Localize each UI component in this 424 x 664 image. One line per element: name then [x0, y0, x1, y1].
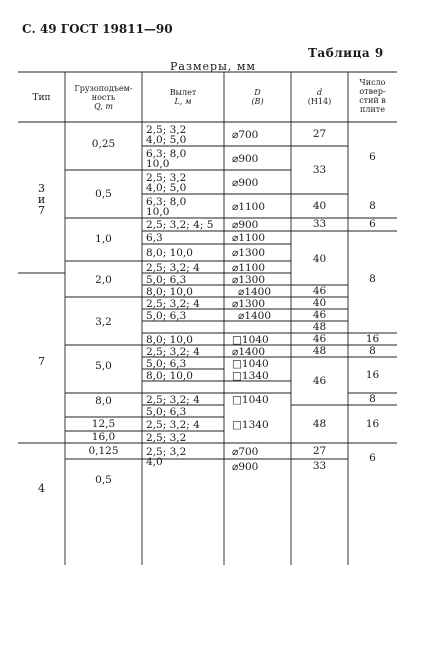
col-reach: Вылет L, м — [169, 88, 197, 106]
d-cell: 48 — [312, 321, 327, 333]
col-type: Тип — [32, 93, 51, 103]
col-d: d (H14) — [307, 88, 332, 106]
reach-cell: 2,5; 3,2; 4 — [146, 394, 200, 406]
d-cell: 40 — [312, 200, 327, 212]
D-cell: ⌀1100 — [232, 232, 266, 244]
holes-cell: 6 — [369, 452, 376, 464]
load-cell: 3,2 — [95, 316, 112, 328]
type-7: 7 — [38, 355, 45, 368]
holes-cell: 8 — [369, 345, 376, 357]
d-cell: 46 — [312, 309, 327, 321]
reach-cell: 6,3; 8,0 10,0 — [146, 148, 187, 170]
col-holes: Число отвер- стий в плите — [359, 78, 386, 114]
reach-cell: 2,5; 3,2 4,0; 5,0 — [146, 172, 187, 194]
load-cell: 1,0 — [95, 233, 112, 245]
load-cell: 0,125 — [88, 445, 119, 457]
holes-cell: 16 — [365, 418, 380, 430]
d-cell: 33 — [312, 218, 327, 230]
reach-cell: 8,0; 10,0 — [146, 334, 193, 346]
page-header: С. 49 ГОСТ 19811—90 — [22, 22, 173, 36]
reach-cell: 5,0; 6,3 — [146, 310, 187, 322]
D-cell: □1040 — [232, 334, 269, 346]
reach-cell: 2,5; 3,2 4,0; 5,0 — [146, 124, 187, 146]
d-cell: 40 — [312, 297, 327, 309]
d-cell: 27 — [312, 445, 327, 457]
D-cell: ⌀900 — [232, 219, 259, 231]
D-cell: ⌀900 — [232, 461, 259, 473]
load-cell: 12,5 — [91, 418, 116, 430]
d-cell: 48 — [312, 418, 327, 430]
reach-cell: 5,0; 6,3 — [146, 406, 187, 418]
holes-cell: 6 — [369, 151, 376, 163]
holes-cell: 6 — [369, 218, 376, 230]
reach-cell: 2,5; 3,2 — [146, 432, 187, 444]
d-cell: 48 — [312, 345, 327, 357]
D-cell: ⌀700 — [232, 446, 259, 458]
d-cell: 27 — [312, 128, 327, 140]
load-cell: 2,0 — [95, 274, 112, 286]
D-cell: ⌀1100 — [232, 201, 266, 213]
table-caption: Размеры, мм — [170, 60, 256, 73]
reach-cell: 5,0; 6,3 — [146, 358, 187, 370]
D-cell: ⌀900 — [232, 153, 259, 165]
D-cell: □1040 — [232, 358, 269, 370]
D-cell: ⌀1400 — [238, 286, 272, 298]
reach-cell: 8,0; 10,0 — [146, 247, 193, 259]
D-cell: ⌀700 — [232, 129, 259, 141]
D-cell: □1340 — [232, 419, 269, 431]
holes-cell: 8 — [369, 273, 376, 285]
reach-cell: 8,0; 10,0 — [146, 370, 193, 382]
reach-cell: 2,5; 3,2 4,0 — [146, 446, 187, 468]
reach-cell: 6,3; 8,0 10,0 — [146, 196, 187, 218]
reach-cell: 2,5; 3,2; 4 — [146, 298, 200, 310]
load-cell: 16,0 — [91, 431, 116, 443]
D-cell: □1040 — [232, 394, 269, 406]
reach-cell: 6,3 — [146, 232, 163, 244]
D-cell: ⌀1300 — [232, 274, 266, 286]
col-D: D (B) — [251, 88, 264, 106]
col-load: Грузоподъем- ность Q, т — [74, 84, 133, 111]
reach-cell: 2,5; 3,2; 4 — [146, 419, 200, 431]
load-cell: 8,0 — [95, 395, 112, 407]
reach-cell: 5,0; 6,3 — [146, 274, 187, 286]
table-label: Таблица 9 — [308, 46, 384, 60]
D-cell: ⌀900 — [232, 177, 259, 189]
d-cell: 46 — [312, 285, 327, 297]
d-cell: 33 — [312, 460, 327, 472]
D-cell: ⌀1100 — [232, 262, 266, 274]
d-cell: 46 — [312, 375, 327, 387]
load-cell: 0,5 — [95, 188, 112, 200]
d-cell: 46 — [312, 333, 327, 345]
D-cell: ⌀1300 — [232, 298, 266, 310]
load-cell: 0,5 — [95, 474, 112, 486]
reach-cell: 2,5; 3,2; 4; 5 — [146, 219, 214, 231]
load-cell: 5,0 — [95, 360, 112, 372]
holes-cell: 8 — [369, 393, 376, 405]
type-3-7: 3 и 7 — [37, 182, 46, 217]
d-cell: 40 — [312, 253, 327, 265]
holes-cell: 8 — [369, 200, 376, 212]
load-cell: 0,25 — [91, 138, 116, 150]
D-cell: ⌀1400 — [232, 346, 266, 358]
reach-cell: 8,0; 10,0 — [146, 286, 193, 298]
d-cell: 33 — [312, 164, 327, 176]
type-4: 4 — [38, 482, 45, 495]
holes-cell: 16 — [365, 333, 380, 345]
reach-cell: 2,5; 3,2; 4 — [146, 346, 200, 358]
holes-cell: 16 — [365, 369, 380, 381]
reach-cell: 2,5; 3,2; 4 — [146, 262, 200, 274]
D-cell: ⌀1300 — [232, 247, 266, 259]
D-cell: ⌀1400 — [238, 310, 272, 322]
D-cell: □1340 — [232, 370, 269, 382]
